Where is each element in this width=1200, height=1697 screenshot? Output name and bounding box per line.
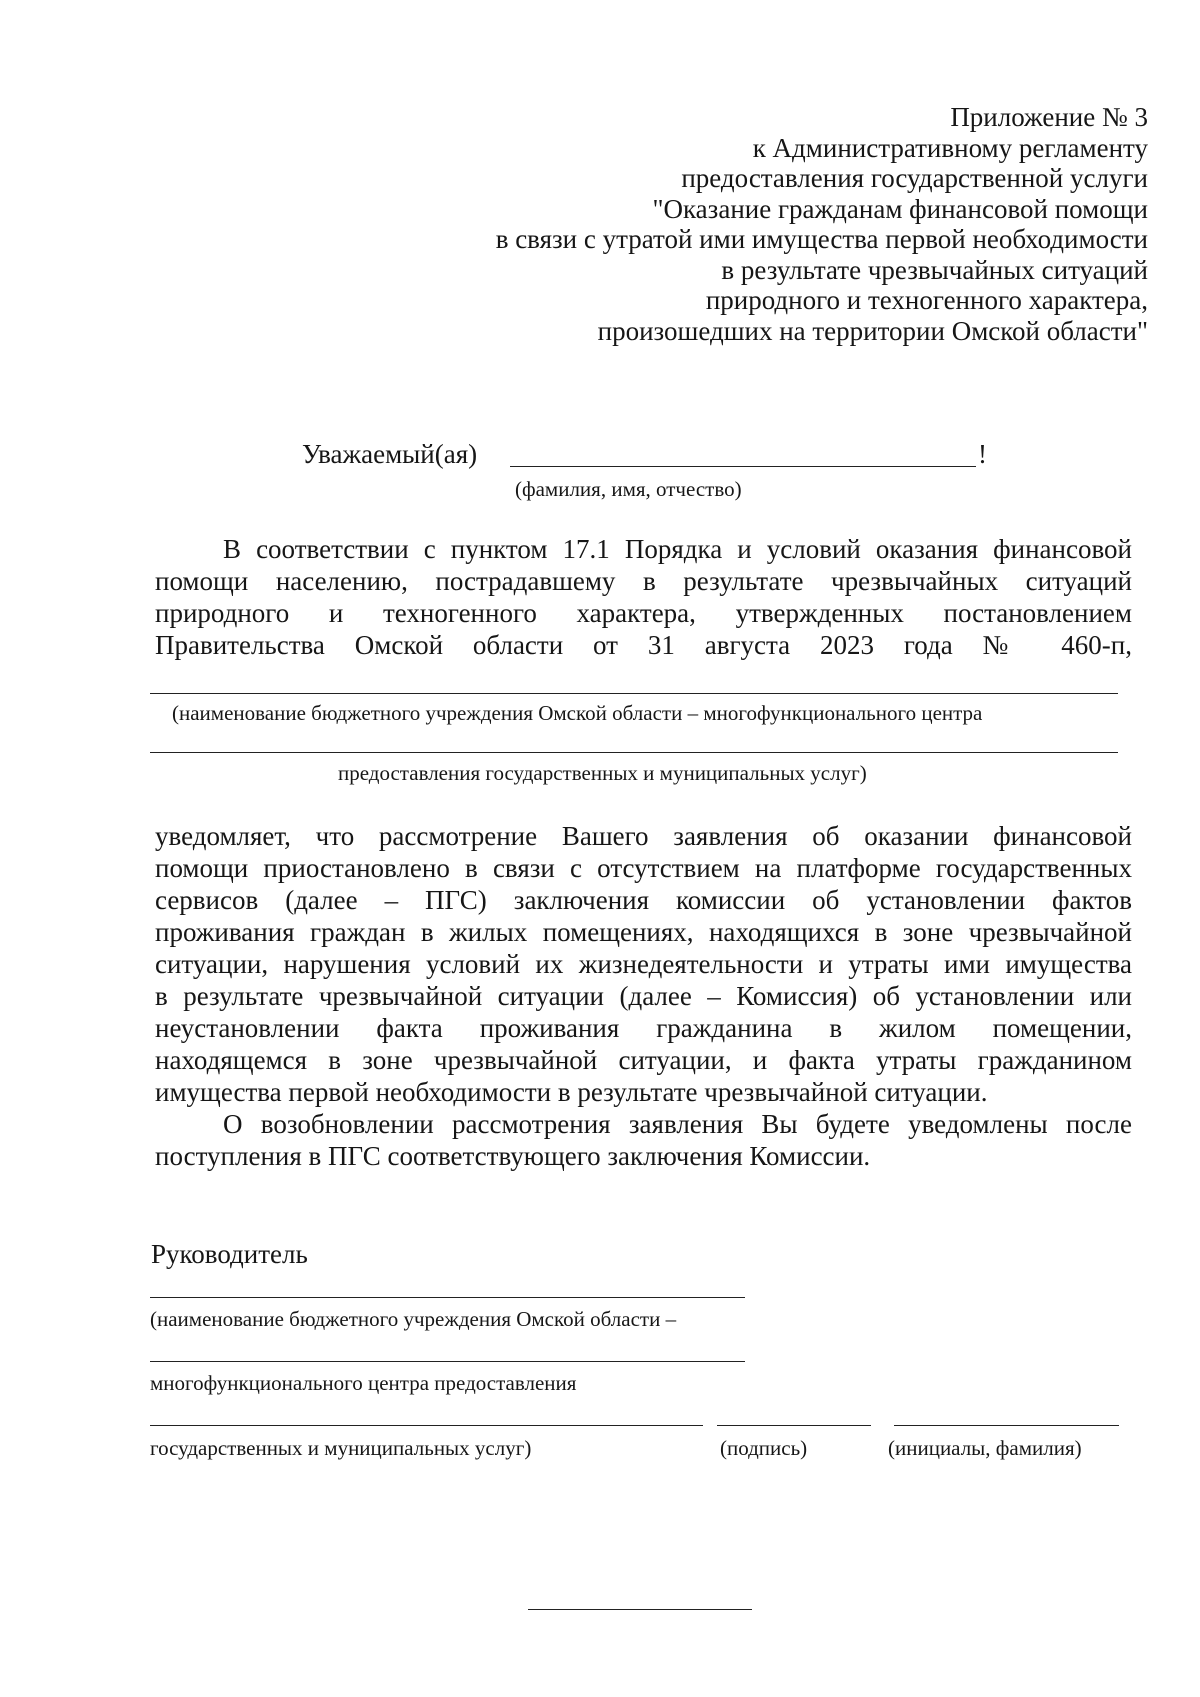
- greeting-exclamation: !: [978, 439, 987, 469]
- end-separator-line: [528, 1609, 752, 1610]
- institution-caption: (наименование бюджетного учреждения Омской области – многофункционального центра: [172, 701, 983, 725]
- paragraph1-line: В соответствии с пунктом 17.1 Порядка и условий оказания финансовой: [223, 534, 1132, 564]
- paragraph2-line: уведомляет, что рассмотрение Вашего заявления об оказании финансовой: [155, 821, 1132, 851]
- signature-fill-line: [150, 1297, 745, 1298]
- header-line: к Административному регламенту: [752, 132, 1148, 163]
- paragraph3-line: О возобновлении рассмотрения заявления Вы будете уведомлены после: [223, 1109, 1132, 1139]
- appendix-header: [300, 102, 1148, 346]
- paragraph2-line: неустановлении факта проживания гражданина в жилом помещении,: [155, 1013, 1132, 1043]
- signature-fill-line: [150, 1425, 703, 1426]
- signature-caption: государственных и муниципальных услуг): [150, 1436, 532, 1460]
- signature-caption: многофункционального центра предоставления: [150, 1371, 577, 1395]
- paragraph1-line: Правительства Омской области от 31 августа 2023 года № 460-п,: [155, 630, 1132, 660]
- signature-fill-line: [150, 1361, 745, 1362]
- paragraph2-line: в результате чрезвычайной ситуации (далее – Комиссия) об установлении или: [155, 981, 1132, 1011]
- header-line: природного и техногенного характера,: [705, 285, 1148, 315]
- name-caption: (фамилия, имя, отчество): [515, 477, 742, 501]
- header-line: в связи с утратой ими имущества первой необходимости: [495, 224, 1148, 254]
- header-line: "Оказание гражданам финансовой помощи: [652, 193, 1148, 224]
- paragraph2-line: находящемся в зоне чрезвычайной ситуации, и факта утраты гражданином: [155, 1045, 1132, 1075]
- paragraph3-last-line: поступления в ПГС соответствующего заключения Комиссии.: [155, 1141, 871, 1171]
- greeting-label: Уважаемый(ая): [302, 439, 478, 469]
- header-line: Приложение № 3: [950, 102, 1148, 132]
- signature-sign-caption: (подпись): [720, 1436, 808, 1460]
- header-line: в результате чрезвычайных ситуаций: [721, 254, 1148, 285]
- signature-title: Руководитель: [151, 1239, 308, 1269]
- signature-name-caption: (инициалы, фамилия): [888, 1436, 1082, 1460]
- signature-sign-line: [717, 1425, 871, 1426]
- signature-name-line: [894, 1425, 1119, 1426]
- paragraph2-last-line: имущества первой необходимости в результате чрезвычайной ситуации.: [155, 1077, 988, 1107]
- institution-fill-line: [150, 752, 1118, 753]
- paragraph2-line: помощи приостановлено в связи с отсутствием на платформе государственных: [155, 853, 1132, 883]
- institution-caption: предоставления государственных и муниципальных услуг): [338, 761, 867, 785]
- paragraph1-line: природного и техногенного характера, утвержденных постановлением: [155, 598, 1132, 628]
- paragraph2-line: сервисов (далее – ПГС) заключения комиссии об установлении фактов: [155, 885, 1132, 915]
- name-fill-line: [510, 466, 976, 467]
- header-line: предоставления государственной услуги: [681, 163, 1148, 193]
- paragraph2-line: проживания граждан в жилых помещениях, находящихся в зоне чрезвычайной: [155, 917, 1132, 947]
- header-line: произошедших на территории Омской области": [597, 315, 1148, 346]
- signature-caption: (наименование бюджетного учреждения Омской области –: [150, 1307, 677, 1331]
- paragraph2-line: ситуации, нарушения условий их жизнедеятельности и утраты ими имущества: [155, 949, 1132, 979]
- institution-fill-line: [150, 693, 1118, 694]
- paragraph1-line: помощи населению, пострадавшему в результате чрезвычайных ситуаций: [155, 566, 1132, 596]
